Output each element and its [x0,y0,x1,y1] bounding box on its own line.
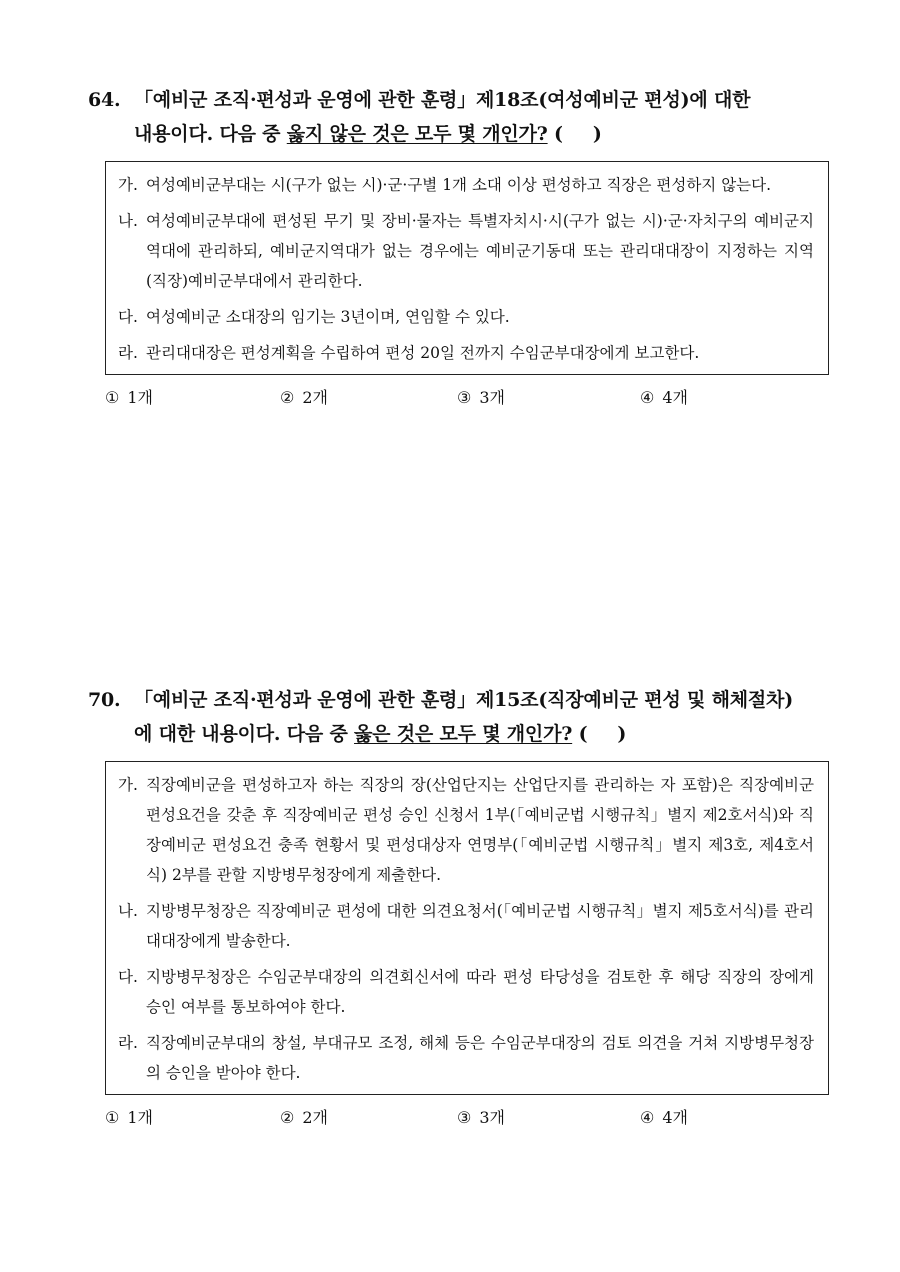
answer-choices [105,385,900,415]
question-title [88,83,838,151]
choice-label: 3개 [479,1108,505,1127]
choice-label: 4개 [662,388,688,407]
answer-blank-open: ( [572,723,588,745]
choice-label: 3개 [479,388,505,407]
choice-4[interactable] [640,385,688,408]
question-64 [0,83,900,415]
statement-item [118,206,814,296]
title-text: 내용이다. 다음 중 [134,123,287,145]
statement-box [105,761,829,1095]
statement-mark: 가. [118,776,138,794]
statement-text: 관리대대장은 편성계획을 수립하여 편성 20일 전까지 수임군부대장에게 보고한다. [146,344,700,362]
statement-item [118,338,814,368]
choice-label: 1개 [127,388,153,407]
statement-mark: 가. [118,176,138,194]
answer-blank-open: ( [547,123,563,145]
answer-blank-close: ) [592,123,602,145]
question-title-line2 [88,717,838,751]
question-title-line2 [88,117,838,151]
statement-mark: 다. [118,968,138,986]
choice-1[interactable] [105,1105,153,1128]
answer-blank-close: ) [617,723,627,745]
statement-text: 직장예비군부대의 창설, 부대규모 조정, 해체 등은 수임군부대장의 검토 의견을 거쳐 지방병무청장의 승인을 받아야 한다. [146,1034,814,1082]
statement-item [118,302,814,332]
choice-symbol: ③ [457,1108,472,1127]
question-number: 64. [88,89,121,111]
statement-mark: 다. [118,308,138,326]
statement-item [118,770,814,890]
choice-symbol: ③ [457,388,472,407]
choice-4[interactable] [640,1105,688,1128]
choice-symbol: ④ [640,1108,655,1127]
question-condition: 옳은 것은 모두 몇 개인가? [354,723,573,745]
choice-symbol: ② [280,1108,295,1127]
choice-3[interactable] [457,385,505,408]
question-title-line1: 「예비군 조직·편성과 운영에 관한 훈령」제18조(여성예비군 편성)에 대한 [134,89,751,111]
question-title [88,683,838,751]
title-text: 에 대한 내용이다. 다음 중 [134,723,355,745]
choice-symbol: ① [105,388,120,407]
statement-text: 여성예비군 소대장의 임기는 3년이며, 연임할 수 있다. [146,308,510,326]
choice-symbol: ② [280,388,295,407]
statement-item [118,962,814,1022]
question-number: 70. [88,689,121,711]
statement-text: 여성예비군부대는 시(구가 없는 시)·군·구별 1개 소대 이상 편성하고 직장은 편성하지 않는다. [146,176,772,194]
statement-text: 지방병무청장은 직장예비군 편성에 대한 의견요청서(「예비군법 시행규칙」별지 제5호서식)를 관리대대장에게 발송한다. [146,902,814,950]
choice-1[interactable] [105,385,153,408]
statement-text: 직장예비군을 편성하고자 하는 직장의 장(산업단지는 산업단지를 관리하는 자 포함)은 직장예비군 편성요건을 갖춘 후 직장예비군 편성 승인 신청서 1부(「예비군법 시행규칙」별지 제2호서식)와 직장예비군 편성요건 충족 현황서 및 편성대상자 연명부(「예비군법 시행규칙」별지 제3호, 제4호서식) 2부를 관할 지방병무청장에게 제출한다. [146,776,814,884]
question-70 [0,683,900,1135]
statement-mark: 라. [118,344,138,362]
choice-label: 2개 [302,1108,328,1127]
statement-text: 지방병무청장은 수임군부대장의 의견회신서에 따라 편성 타당성을 검토한 후 해당 직장의 장에게 승인 여부를 통보하여야 한다. [146,968,814,1016]
question-condition: 옳지 않은 것은 모두 몇 개인가? [286,123,548,145]
statement-text: 여성예비군부대에 편성된 무기 및 장비·물자는 특별자치시·시(구가 없는 시)·군·자치구의 예비군지역대에 관리하되, 예비군지역대가 없는 경우에는 예비군기동대 또는 관리대대장이 지정하는 지역(직장)예비군부대에서 관리한다. [146,212,814,290]
choice-label: 1개 [127,1108,153,1127]
choice-symbol: ① [105,1108,120,1127]
choice-2[interactable] [280,385,328,408]
statement-item [118,896,814,956]
statement-box [105,161,829,375]
choice-symbol: ④ [640,388,655,407]
choice-label: 2개 [302,388,328,407]
question-title-line1: 「예비군 조직·편성과 운영에 관한 훈령」제15조(직장예비군 편성 및 해체절차) [134,689,794,711]
statement-item [118,170,814,200]
choice-3[interactable] [457,1105,505,1128]
choice-label: 4개 [662,1108,688,1127]
statement-mark: 라. [118,1034,138,1052]
statement-item [118,1028,814,1088]
statement-mark: 나. [118,212,138,230]
choice-2[interactable] [280,1105,328,1128]
statement-mark: 나. [118,902,138,920]
answer-choices [105,1105,900,1135]
